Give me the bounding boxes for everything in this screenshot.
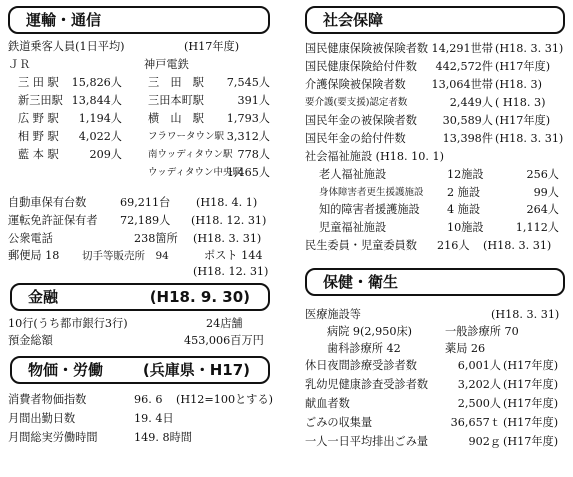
prices-title: 物価・労働 bbox=[28, 361, 104, 379]
facility-count: 10施設 bbox=[447, 220, 484, 234]
commissioners-value: 216人 bbox=[437, 239, 470, 252]
kobe-station-name: フラワータウン駅 bbox=[148, 131, 225, 142]
cpi-value: 96. 6 bbox=[134, 393, 163, 406]
social-date: (H18. 3. 31) bbox=[495, 42, 564, 55]
passengers-date: (H17年度) bbox=[184, 40, 240, 53]
kobe-station-value: 1,465人 bbox=[226, 166, 270, 179]
social-date: (H17年度) bbox=[495, 114, 551, 127]
facility-persons: 256人 bbox=[526, 168, 559, 181]
facility-row bbox=[305, 220, 567, 236]
clinics-count: 一般診療所 70 bbox=[445, 325, 519, 338]
station-row bbox=[8, 165, 274, 181]
kobe-station-name: 三 田 駅 bbox=[148, 76, 204, 89]
station-row bbox=[8, 75, 274, 91]
social-date: (H17年度) bbox=[495, 60, 551, 73]
station-row bbox=[8, 129, 274, 145]
facility-name: 児童福祉施設 bbox=[319, 220, 387, 234]
health-value: 3,202人 bbox=[457, 378, 501, 391]
health-date: (H17年度) bbox=[503, 435, 559, 448]
commissioners-row bbox=[305, 238, 567, 254]
facility-row bbox=[305, 167, 567, 183]
deposits-row bbox=[8, 333, 274, 349]
finance-date: (H18. 9. 30) bbox=[149, 288, 250, 306]
banks-label: 10行(うち都市銀行3行) bbox=[8, 317, 128, 330]
social-title: 社会保障 bbox=[323, 11, 384, 29]
health-label: 一人一日平均排出ごみ量 bbox=[305, 435, 429, 448]
station-row bbox=[8, 111, 274, 127]
phones-label: 公衆電話 bbox=[8, 232, 53, 245]
days-label: 月間出勤日数 bbox=[8, 412, 76, 425]
social-value: 2,449人 bbox=[449, 96, 493, 109]
cpi-row bbox=[8, 392, 274, 408]
social-row bbox=[305, 77, 567, 93]
cars-row bbox=[8, 195, 274, 211]
days-value: 19. 4日 bbox=[134, 412, 174, 425]
social-row bbox=[305, 131, 567, 147]
kobe-station-name: ウッディタウン中央駅 bbox=[148, 167, 243, 178]
kobe-station-value: 7,545人 bbox=[226, 76, 270, 89]
health-row bbox=[305, 358, 567, 374]
jr-header: ＪＲ bbox=[8, 58, 31, 71]
jr-station-value: 13,844人 bbox=[71, 94, 122, 107]
social-row bbox=[305, 95, 567, 111]
stamps-label: 切手等販売所 94 bbox=[82, 250, 169, 262]
social-value: 442,572件 bbox=[435, 60, 493, 73]
post-row bbox=[8, 248, 274, 264]
kobe-station-value: 1,793人 bbox=[226, 112, 270, 125]
dental-count: 歯科診療所 42 bbox=[327, 342, 401, 355]
social-row bbox=[305, 113, 567, 129]
health-row bbox=[305, 434, 567, 450]
social-value: 14,291世帯 bbox=[431, 42, 493, 55]
social-label: 国民年金の給付件数 bbox=[305, 132, 406, 145]
railway-headers bbox=[8, 57, 274, 73]
deposits-label: 預金総額 bbox=[8, 334, 53, 347]
facility-count: 2 施設 bbox=[447, 185, 481, 199]
health-date: (H17年度) bbox=[503, 378, 559, 391]
deposits-value: 453,006百万円 bbox=[184, 334, 264, 347]
facility-count: 4 施設 bbox=[447, 203, 481, 216]
jr-station-value: 209人 bbox=[89, 148, 122, 161]
medical-row bbox=[305, 307, 567, 323]
hospitals-count: 病院 9(2,950床) bbox=[327, 325, 412, 338]
cars-date: (H18. 4. 1) bbox=[196, 196, 258, 209]
jr-station-name: 新三田駅 bbox=[18, 94, 63, 107]
social-label: 介護保険被保険者数 bbox=[305, 78, 406, 91]
health-header bbox=[305, 268, 565, 296]
hours-label: 月間総実労働時間 bbox=[8, 431, 98, 444]
passengers-row bbox=[8, 39, 274, 55]
health-row bbox=[305, 377, 567, 393]
jr-station-name: 広 野 駅 bbox=[18, 112, 59, 125]
station-row bbox=[8, 147, 274, 163]
health-value: 36,657ｔ bbox=[450, 416, 501, 429]
licenses-label: 運転免許証保有者 bbox=[8, 214, 98, 227]
health-label: 休日夜間診療受診者数 bbox=[305, 359, 417, 372]
prices-subtitle: (兵庫県・H17) bbox=[142, 361, 250, 379]
social-label: 要介護(要支援)認定者数 bbox=[305, 97, 408, 108]
cars-label: 自動車保有台数 bbox=[8, 196, 87, 209]
health-value: 6,001人 bbox=[457, 359, 501, 372]
health-date: (H17年度) bbox=[503, 416, 559, 429]
medical-label: 医療施設等 bbox=[305, 308, 361, 321]
jr-station-value: 15,826人 bbox=[71, 76, 122, 89]
phones-date: (H18. 3. 31) bbox=[193, 232, 262, 245]
pharmacies-count: 薬局 26 bbox=[445, 342, 486, 355]
commissioners-date: (H18. 3. 31) bbox=[483, 239, 552, 252]
hours-row bbox=[8, 430, 274, 446]
banks-row bbox=[8, 316, 274, 332]
social-row bbox=[305, 41, 567, 57]
social-date: (H18. 3) bbox=[495, 78, 542, 91]
jr-station-value: 1,194人 bbox=[78, 112, 122, 125]
social-label: 国民健康保険被保険者数 bbox=[305, 42, 429, 55]
social-date: ( H18. 3) bbox=[495, 96, 546, 109]
health-date: (H17年度) bbox=[503, 359, 559, 372]
social-value: 13,398件 bbox=[442, 132, 493, 145]
prices-header bbox=[10, 356, 270, 384]
facility-persons: 99人 bbox=[533, 185, 559, 199]
social-label: 国民年金の被保険者数 bbox=[305, 114, 417, 127]
facility-name: 老人福祉施設 bbox=[319, 168, 387, 181]
hours-value: 149. 8時間 bbox=[134, 431, 192, 444]
passengers-label: 鉄道乗客人員(1日平均) bbox=[8, 40, 125, 53]
social-value: 13,064世帯 bbox=[431, 78, 493, 91]
social-value: 30,589人 bbox=[442, 114, 493, 127]
facility-name: 知的障害者援護施設 bbox=[319, 203, 420, 216]
postbox-label: ポスト 144 bbox=[204, 249, 263, 262]
days-row bbox=[8, 411, 274, 427]
health-date: (H17年度) bbox=[503, 397, 559, 410]
commissioners-label: 民生委員・児童委員数 bbox=[305, 239, 417, 252]
social-date: (H18. 3. 31) bbox=[495, 132, 564, 145]
post-date-row bbox=[8, 264, 274, 280]
facility-row bbox=[305, 202, 567, 218]
licenses-value: 72,189人 bbox=[120, 214, 171, 227]
cpi-note: (H12=100とする) bbox=[176, 393, 274, 406]
finance-title: 金融 bbox=[28, 288, 59, 306]
jr-station-name: 藍 本 駅 bbox=[18, 148, 59, 161]
health-value: 902ｇ bbox=[468, 435, 501, 448]
kobe-station-name: 南ウッディタウン駅 bbox=[148, 149, 233, 160]
welfare-row bbox=[305, 149, 567, 165]
licenses-row bbox=[8, 213, 274, 229]
facility-persons: 264人 bbox=[526, 203, 559, 216]
station-row bbox=[8, 93, 274, 109]
kobe-station-name: 横 山 駅 bbox=[148, 112, 204, 125]
kobe-station-value: 778人 bbox=[237, 148, 270, 161]
health-label: 乳幼児健康診査受診者数 bbox=[305, 378, 429, 391]
health-value: 2,500人 bbox=[457, 397, 501, 410]
banks-value: 24店舗 bbox=[206, 317, 243, 330]
social-row bbox=[305, 59, 567, 75]
social-label: 国民健康保険給付件数 bbox=[305, 60, 417, 73]
jr-station-value: 4,022人 bbox=[78, 130, 122, 143]
kobe-station-value: 3,312人 bbox=[226, 130, 270, 143]
welfare-label: 社会福祉施設 (H18. 10. 1) bbox=[305, 150, 444, 163]
transport-title: 運輸・通信 bbox=[26, 11, 102, 29]
phones-row bbox=[8, 231, 274, 247]
jr-station-name: 三 田 駅 bbox=[18, 76, 59, 89]
kobe-station-value: 391人 bbox=[237, 94, 270, 107]
health-row bbox=[305, 415, 567, 431]
kobe-station-name: 三田本町駅 bbox=[148, 94, 204, 107]
post-date: (H18. 12. 31) bbox=[193, 265, 269, 278]
hospitals-row bbox=[305, 324, 567, 340]
licenses-date: (H18. 12. 31) bbox=[191, 214, 267, 227]
facility-persons: 1,112人 bbox=[515, 220, 559, 234]
dental-row bbox=[305, 341, 567, 357]
cars-value: 69,211台 bbox=[120, 196, 171, 209]
facility-name: 身体障害者更生援護施設 bbox=[319, 186, 424, 198]
social-header bbox=[305, 6, 565, 34]
kobe-header: 神戸電鉄 bbox=[144, 58, 189, 71]
transport-header bbox=[8, 6, 270, 34]
health-label: ごみの収集量 bbox=[305, 416, 373, 429]
health-row bbox=[305, 396, 567, 412]
postoffice-label: 郵便局 18 bbox=[8, 249, 60, 262]
finance-header bbox=[10, 283, 270, 311]
phones-value: 238箇所 bbox=[134, 232, 178, 245]
health-label: 献血者数 bbox=[305, 397, 350, 410]
cpi-label: 消費者物価指数 bbox=[8, 393, 87, 406]
facility-count: 12施設 bbox=[447, 168, 484, 181]
jr-station-name: 相 野 駅 bbox=[18, 130, 59, 143]
health-title: 保健・衛生 bbox=[323, 273, 399, 291]
medical-date: (H18. 3. 31) bbox=[491, 308, 560, 321]
facility-row bbox=[305, 185, 567, 201]
